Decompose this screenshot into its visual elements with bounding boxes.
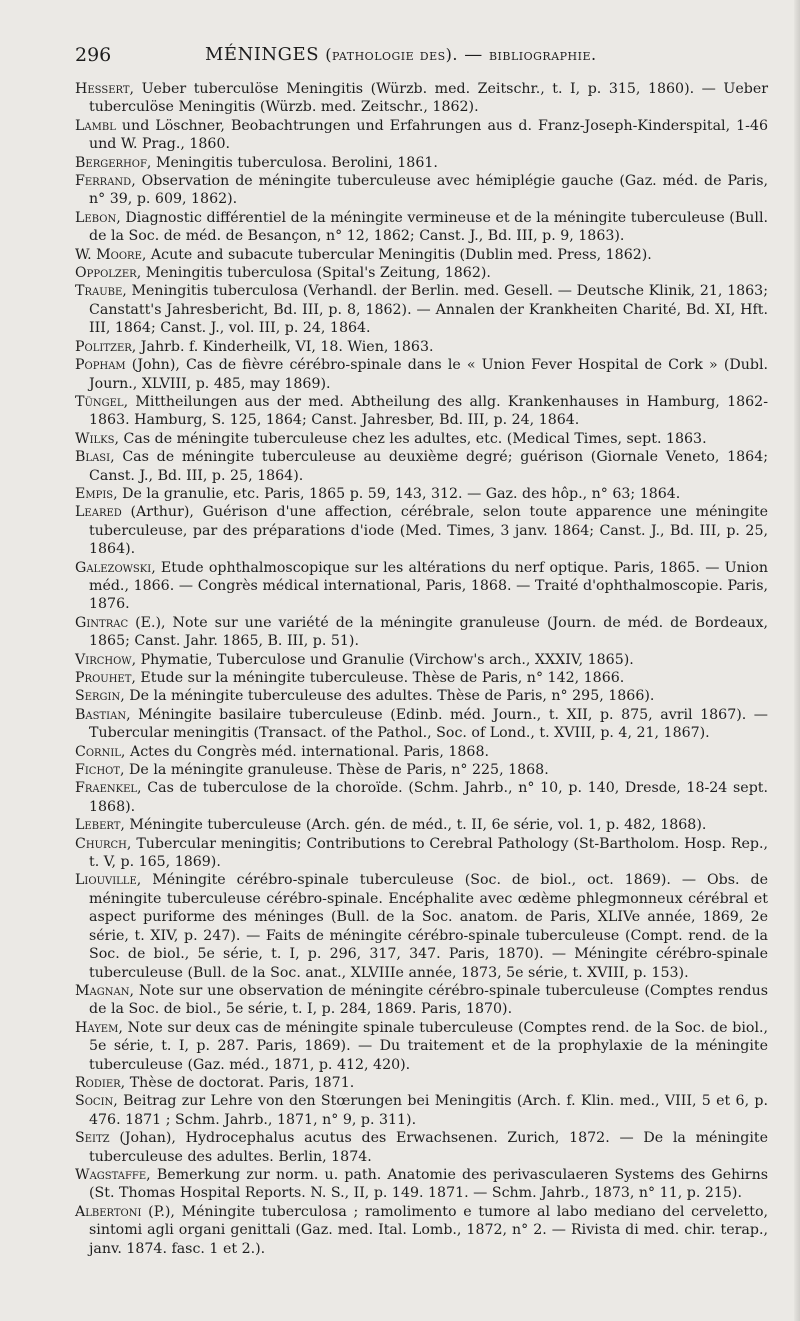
entry-citation: Actes du Congrès méd. international. Paris, 1868. <box>125 743 489 760</box>
bibliography-entry <box>75 338 768 356</box>
section-title: bibliographie. <box>488 45 597 64</box>
bibliography-entry <box>75 1019 768 1074</box>
entry-author: Hayem, <box>75 1019 123 1036</box>
entry-citation: Meningitis tuberculosa (Spital's Zeitung, 1862). <box>141 265 491 282</box>
bibliography-entry <box>75 1166 768 1203</box>
entry-citation: Jahrb. f. Kinderheilk, VI, 18. Wien, 1863. <box>136 338 434 355</box>
bibliography-entry <box>75 117 768 154</box>
entry-author: W. Moore, <box>75 246 147 263</box>
entry-citation: Observation de méningite tuberculeuse avec hémiplégie gauche (Gaz. méd. de Paris, n° 39, p. 609, 1862). <box>89 173 768 208</box>
entry-author: Gintrac <box>75 614 129 631</box>
bibliography-entry <box>75 779 768 816</box>
title-parenthetical: (pathologie des). <box>325 45 458 64</box>
entry-author: Lebon, <box>75 209 121 226</box>
entry-citation: (P.), Méningite tuberculosa ; ramolimento e tumore al labo mediano del cerveletto, sintomi agli organi genittali (Gaz. med. Ital. Lomb., 1872, n° 2. — Rivista di med. chir. terap., janv. 1874. fasc. 1 et 2.). <box>89 1203 768 1257</box>
entry-author: Prouhet, <box>75 670 136 686</box>
bibliography-entry <box>75 154 768 172</box>
entry-author: Traube, <box>75 283 127 300</box>
entry-citation: Meningitis tuberculosa (Verhandl. der Berlin. med. Gesell. — Deutsche Klinik, 21, 1863; Canstatt's Jahresbericht, Bd. III, p. 8, 1862). — Annalen der Krankheiten Charité, Bd. XI, Hft. III, 1864; Canst. J., vol. III, p. 24, 1864. <box>89 283 768 337</box>
entry-citation: Meningitis tuberculosa. Berolini, 1861. <box>151 154 438 171</box>
bibliography-entry <box>75 982 768 1019</box>
bibliography-entry <box>75 1092 768 1129</box>
entry-citation: Cas de tuberculose de la choroïde. (Schm. Jahrb., n° 10, p. 140, Dresde, 18-24 sept. 1868). <box>89 780 768 815</box>
entry-author: Cornil, <box>75 743 126 760</box>
entry-author: Galezowski, <box>75 559 156 576</box>
entry-citation: Cas de méningite tuberculeuse chez les adultes, etc. (Medical Times, sept. 1863. <box>119 430 707 447</box>
entry-citation: Note sur une observation de méningite cérébro-spinale tuberculeuse (Comptes rendus de la Soc. de biol., 5e série, t. I, p. 284, 1869. Paris, 1870). <box>89 982 768 1018</box>
entry-author: Rodier, <box>75 1074 126 1091</box>
entry-citation: De la méningite tuberculeuse des adultes. Thèse de Paris, n° 295, 1866). <box>124 688 655 705</box>
bibliography-entry <box>75 448 768 485</box>
entry-author: Bergerhof, <box>75 154 152 171</box>
entry-author: Socin, <box>75 1093 118 1110</box>
entry-citation: (E.), Note sur une variété de la méningite granuleuse (Journ. de méd. de Bordeaux, 1865; Canst. Jahr. 1865, B. III, p. 51). <box>89 614 768 650</box>
entry-author: Sergin, <box>75 688 125 705</box>
bibliography-entry <box>75 1203 768 1258</box>
entry-author: Ferrand, <box>75 173 136 190</box>
entry-author: Hessert, <box>75 81 135 97</box>
entry-citation: Acute and subacute tubercular Meningitis (Dublin med. Press, 1862). <box>146 246 652 263</box>
page-number: 296 <box>75 44 112 66</box>
bibliography-entry <box>75 430 768 448</box>
entry-citation: und Löschner, Beobachtrungen und Erfahrungen aus d. Franz-Joseph-Kinderspital, 1-46 und W. Prag., 1860. <box>89 117 768 153</box>
running-header <box>75 44 736 74</box>
entry-author: Virchow, <box>75 651 137 668</box>
entry-author: Bastian, <box>75 706 131 723</box>
bibliography-entry <box>75 669 768 687</box>
entry-citation: (Arthur), Guérison d'une affection, cérébrale, selon toute apparence une méningite tuberculeuse, par des préparations d'iode (Med. Times, 3 janv. 1864; Canst. J., Bd. III, p. 25, 1864). <box>89 504 768 558</box>
entry-citation: Méningite cérébro-spinale tuberculeuse (Soc. de biol., oct. 1869). — Obs. de méningite tuberculeuse cérébro-spinale. Encéphalite avec œdème phlegmonneux cérébral et aspect puriforme des méninges (Bull. de la Soc. anatom. de Paris, XLIVe année, 1869, 2e série, t. XIV, p. 247). — Faits de méningite cérébro-spinale tuberculeuse (Compt. rend. de la Soc. de biol., 5e série, t. I, p. 296, 317, 347. Paris, 1870). — Méningite cérébro-spinale tuberculeuse (Bull. de la Soc. anat., XLVIIIe année, 1873, 5e série, t. XVIII, p. 153). <box>89 872 768 981</box>
entry-citation: Mittheilungen aus der med. Abtheilung des allg. Krankenhauses in Hamburg, 1862-1863. Hamburg, S. 125, 1864; Canst. Jahresber, Bd. III, p. 24, 1864. <box>89 393 768 429</box>
entry-citation: Thèse de doctorat. Paris, 1871. <box>125 1074 355 1091</box>
bibliography-entry <box>75 614 768 651</box>
bibliography-entry <box>75 687 768 705</box>
title-main: MÉNINGES <box>205 44 320 65</box>
entry-citation: Etude sur la méningite tuberculeuse. Thèse de Paris, n° 142, 1866. <box>135 670 625 686</box>
entry-citation: Tubercular meningitis; Contributions to Cerebral Pathology (St-Bartholom. Hosp. Rep., t. V, p. 165, 1869). <box>89 835 768 871</box>
entry-citation: Phymatie, Tuberculose und Granulie (Virchow's arch., XXXIV, 1865). <box>136 651 634 668</box>
bibliography-entry <box>75 264 768 282</box>
entry-author: Wagstaffe, <box>75 1166 151 1183</box>
bibliography-entry <box>75 356 768 393</box>
bibliography-entry <box>75 1074 768 1092</box>
entry-author: Fraenkel, <box>75 780 142 797</box>
entry-citation: Cas de méningite tuberculeuse au deuxième degré; guérison (Giornale Veneto, 1864; Canst. J., Bd. III, p. 25, 1864). <box>89 449 768 484</box>
entry-author: Blasi, <box>75 449 115 466</box>
entry-author: Seitz <box>75 1130 110 1147</box>
bibliography-entry <box>75 172 768 209</box>
entry-author: Liouville, <box>75 872 142 889</box>
entry-citation: Méningite tuberculeuse (Arch. gén. de méd., t. II, 6e série, vol. 1, p. 482, 1868). <box>124 817 707 834</box>
entry-author: Church, <box>75 835 132 852</box>
bibliography-list <box>75 80 768 1258</box>
bibliography-entry <box>75 706 768 743</box>
bibliography-entry <box>75 80 768 117</box>
bibliography-entry <box>75 835 768 872</box>
title-dash: — <box>464 44 483 65</box>
entry-author: Leared <box>75 504 122 521</box>
entry-citation: Bemerkung zur norm. u. path. Anatomie des perivasculaeren Systems des Gehirns (St. Thomas Hospital Reports. N. S., II, p. 149. 1871. — Schm. Jahrb., 1873, n° 11, p. 215). <box>89 1166 768 1202</box>
entry-citation: De la granulie, etc. Paris, 1865 p. 59, 143, 312. — Gaz. des hôp., n° 63; 1864. <box>117 485 681 502</box>
entry-author: Albertoni <box>75 1203 142 1220</box>
entry-author: Empis, <box>75 485 118 502</box>
entry-citation: (John), Cas de fièvre cérébro-spinale dans le « Union Fever Hospital de Cork » (Dubl. Journ., XLVIII, p. 485, may 1869). <box>89 357 768 392</box>
bibliography-entry <box>75 246 768 264</box>
bibliography-entry <box>75 282 768 337</box>
bibliography-entry <box>75 871 768 981</box>
entry-author: Tüngel, <box>75 393 129 410</box>
entry-author: Magnan, <box>75 982 134 999</box>
entry-citation: Diagnostic différentiel de la méningite vermineuse et de la méningite tuberculeuse (Bull. de la Soc. de méd. de Besançon, n° 12, 1862; Canst. J., Bd. III, p. 9, 1863). <box>89 209 768 245</box>
bibliography-entry <box>75 651 768 669</box>
entry-citation: Beitrag zur Lehre von den Stœrungen bei Meningitis (Arch. f. Klin. med., VIII, 5 et 6, p. 476. 1871 ; Schm. Jahrb., 1871, n° 9, p. 311). <box>89 1093 768 1128</box>
entry-citation: Méningite basilaire tuberculeuse (Edinb. méd. Journ., t. XII, p. 875, avril 1867). — Tubercular meningitis (Transact. of the Pathol., Soc. of Lond., t. XVIII, p. 4, 21, 1867). <box>89 706 768 742</box>
bibliography-entry <box>75 503 768 558</box>
bibliography-entry <box>75 743 768 761</box>
running-title <box>205 44 597 65</box>
entry-citation: (Johan), Hydrocephalus acutus des Erwachsenen. Zurich, 1872. — De la méningite tuberculeuse des adultes. Berlin, 1874. <box>89 1130 768 1165</box>
entry-citation: De la méningite granuleuse. Thèse de Paris, n° 225, 1868. <box>124 762 549 779</box>
entry-author: Politzer, <box>75 338 137 355</box>
entry-citation: Etude ophthalmoscopique sur les altérations du nerf optique. Paris, 1865. — Union méd., 1866. — Congrès médical international, Paris, 1868. — Traité d'ophthalmoscopie. Paris, 1876. <box>89 559 768 613</box>
entry-author: Lebert, <box>75 817 125 834</box>
entry-author: Popham <box>75 357 126 374</box>
bibliography-entry <box>75 485 768 503</box>
entry-author: Wilks, <box>75 430 120 447</box>
entry-citation: Ueber tuberculöse Meningitis (Würzb. med. Zeitschr., t. I, p. 315, 1860). — Ueber tuberculöse Meningitis (Würzb. med. Zeitschr., 1862). <box>89 81 768 116</box>
entry-author: Fichot, <box>75 762 125 779</box>
scan-edge-shadow <box>794 0 800 1321</box>
entry-author: Lambl <box>75 117 116 134</box>
entry-citation: Note sur deux cas de méningite spinale tuberculeuse (Comptes rend. de la Soc. de biol., 5e série, t. I, p. 287. Paris, 1869). — Du traitement et de la prophylaxie de la méningite tuberculeuse (Gaz. méd., 1871, p. 412, 420). <box>89 1019 768 1073</box>
bibliography-entry <box>75 1129 768 1166</box>
entry-author: Oppolzer, <box>75 265 142 282</box>
bibliography-entry <box>75 816 768 834</box>
bibliography-entry <box>75 761 768 779</box>
bibliography-entry <box>75 393 768 430</box>
bibliography-entry <box>75 209 768 246</box>
bibliography-entry <box>75 559 768 614</box>
